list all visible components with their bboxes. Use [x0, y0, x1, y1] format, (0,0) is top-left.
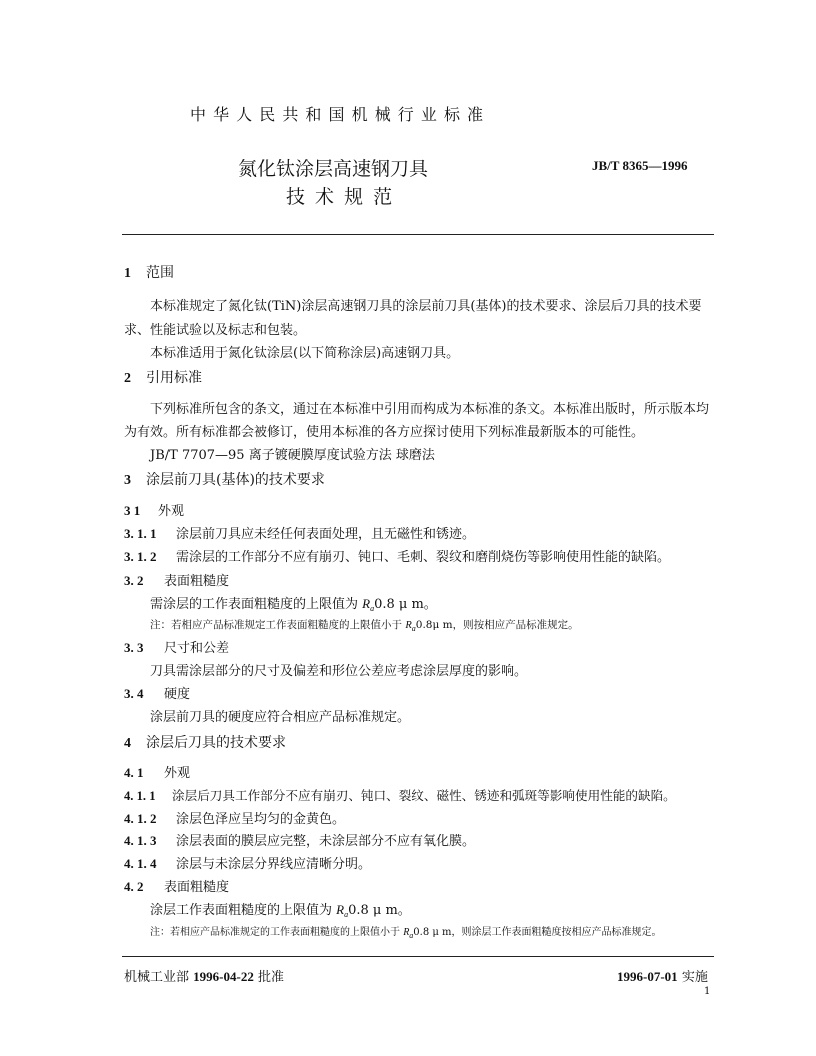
text: 涂层工作表面粗糙度的上限值为: [150, 903, 337, 918]
clause-text: 涂层色泽应呈均匀的金黄色。: [176, 812, 346, 827]
clause-number: 3 1: [124, 503, 141, 518]
section-2-heading: [124, 367, 202, 387]
clause-4-1-4: [124, 853, 371, 872]
page-number: 1: [704, 986, 711, 997]
doc-title-line1: 氮化钛涂层高速钢刀具: [238, 158, 429, 180]
clause-title: 外观: [158, 504, 185, 519]
approval-line: [124, 966, 284, 985]
clause-text: 涂层表面的膜层应完整，未涂层部分不应有氧化膜。: [176, 834, 476, 849]
text: 0.8μ m，则按相应产品标准规定。: [415, 619, 579, 631]
clause-text: 涂层前刀具的硬度应符合相应产品标准规定。: [150, 710, 411, 725]
section-title: 涂层后刀具的技术要求: [146, 735, 286, 751]
clause-3-1-1: [124, 523, 475, 542]
clause-text: 涂层后刀具工作部分不应有崩刃、钝口、裂纹、磁性、锈迹和弧斑等影响使用性能的缺陷。: [172, 788, 676, 803]
header-divider: [122, 234, 714, 235]
section-number: 1: [124, 266, 131, 281]
clause-number: 4. 1. 2: [124, 811, 157, 826]
clause-text: 需涂层的工作部分不应有崩刃、钝口、毛刺、裂纹和磨削烧伤等影响使用性能的缺陷。: [176, 550, 671, 565]
subsection-3-3: [124, 637, 229, 656]
footer-divider: [122, 956, 714, 957]
clause-title: 外观: [164, 766, 191, 781]
section-title: 涂层前刀具(基体)的技术要求: [146, 472, 325, 488]
impl-label: 实施: [681, 970, 708, 985]
paragraph: 下列标准所包含的条文，通过在本标准中引用而构成为本标准的条文。本标准出版时，所示版本均: [150, 402, 710, 417]
paragraph: 本标准适用于氮化钛涂层(以下简称涂层)高速钢刀具。: [150, 346, 460, 361]
ra-subscript: a: [370, 604, 375, 613]
subsection-3-2: [124, 570, 229, 589]
paragraph: 为有效。所有标准都会被修订，使用本标准的各方应探讨使用下列标准最新版本的可能性。: [124, 425, 645, 440]
clause-number: 3. 3: [124, 640, 144, 655]
section-title: 范围: [146, 265, 174, 281]
ra-subscript: a: [409, 931, 414, 940]
clause-number: 4. 1. 1: [124, 789, 156, 803]
roughness-requirement: [150, 899, 411, 919]
clause-title: 硬度: [164, 687, 191, 702]
ra-symbol: R: [336, 902, 345, 917]
clause-text: 涂层前刀具应未经任何表面处理，且无磁性和锈迹。: [176, 527, 476, 542]
section-3-heading: [124, 469, 325, 489]
paragraph: 求、性能试验以及标志和包装。: [124, 323, 307, 338]
clause-4-1-2: [124, 808, 345, 827]
text: 注：若相应产品标准规定的工作表面粗糙度的上限值小于: [150, 927, 404, 938]
note: [150, 923, 662, 940]
ra-symbol: R: [362, 596, 371, 611]
clause-number: 3. 2: [124, 573, 144, 588]
standard-code: JB/T 8365—1996: [592, 158, 688, 173]
clause-title: 表面粗糙度: [164, 574, 230, 589]
section-4-heading: [124, 732, 286, 752]
org-title: 中 华 人 民 共 和 国 机 械 行 业 标 准: [190, 105, 485, 124]
clause-number: 4. 1. 4: [124, 856, 157, 871]
roughness-requirement: [150, 593, 437, 613]
paragraph: 本标准规定了氮化钛(TiN)涂层高速钢刀具的涂层前刀具(基体)的技术要求、涂层后刀具的技术要: [150, 299, 702, 314]
text: 0.8 μ m，则涂层工作表面粗糙度按相应产品标准规定。: [413, 927, 662, 938]
section-number: 4: [124, 736, 131, 751]
subsection-4-1: [124, 762, 190, 781]
clause-4-1-3: [124, 830, 475, 849]
subsection-3-1: [124, 500, 184, 519]
clause-number: 3. 1. 2: [124, 549, 157, 564]
clause-4-1-1: [124, 785, 676, 804]
issuer: 机械工业部: [124, 970, 190, 985]
text: 0.8 μ m。: [348, 903, 411, 918]
subsection-3-4: [124, 683, 190, 702]
note: [150, 617, 579, 633]
section-1-heading: [124, 262, 174, 282]
clause-number: 3. 4: [124, 686, 144, 701]
text: 0.8 μ m。: [374, 597, 437, 612]
ra-symbol: R: [403, 927, 410, 938]
clause-number: 4. 1: [124, 765, 144, 780]
approve-label: 批准: [257, 970, 284, 985]
section-number: 3: [124, 473, 131, 488]
approve-date: 1996-04-22: [193, 969, 254, 984]
clause-number: 4. 1. 3: [124, 833, 157, 848]
text: 注：若相应产品标准规定工作表面粗糙度的上限值小于: [150, 619, 406, 631]
clause-title: 表面粗糙度: [164, 880, 230, 895]
implementation-line: [617, 966, 708, 985]
ra-subscript: a: [344, 910, 349, 919]
reference-standard: JB/T 7707—95 离子镀硬膜厚度试验方法 球磨法: [150, 448, 435, 463]
doc-title-line2: 技 术 规 范: [286, 186, 395, 208]
clause-3-1-2: [124, 546, 670, 565]
clause-text: 涂层与未涂层分界线应清晰分明。: [176, 857, 372, 872]
clause-number: 3. 1. 1: [124, 526, 157, 541]
impl-date: 1996-07-01: [617, 969, 678, 984]
section-title: 引用标准: [146, 370, 202, 386]
subsection-4-2: [124, 876, 229, 895]
clause-title: 尺寸和公差: [164, 641, 230, 656]
text: 需涂层的工作表面粗糙度的上限值为: [150, 597, 363, 612]
section-number: 2: [124, 371, 131, 386]
clause-text: 刀具需涂层部分的尺寸及偏差和形位公差应考虑涂层厚度的影响。: [150, 664, 528, 679]
ra-symbol: R: [405, 620, 412, 631]
ra-subscript: a: [411, 624, 416, 633]
clause-number: 4. 2: [124, 879, 144, 894]
